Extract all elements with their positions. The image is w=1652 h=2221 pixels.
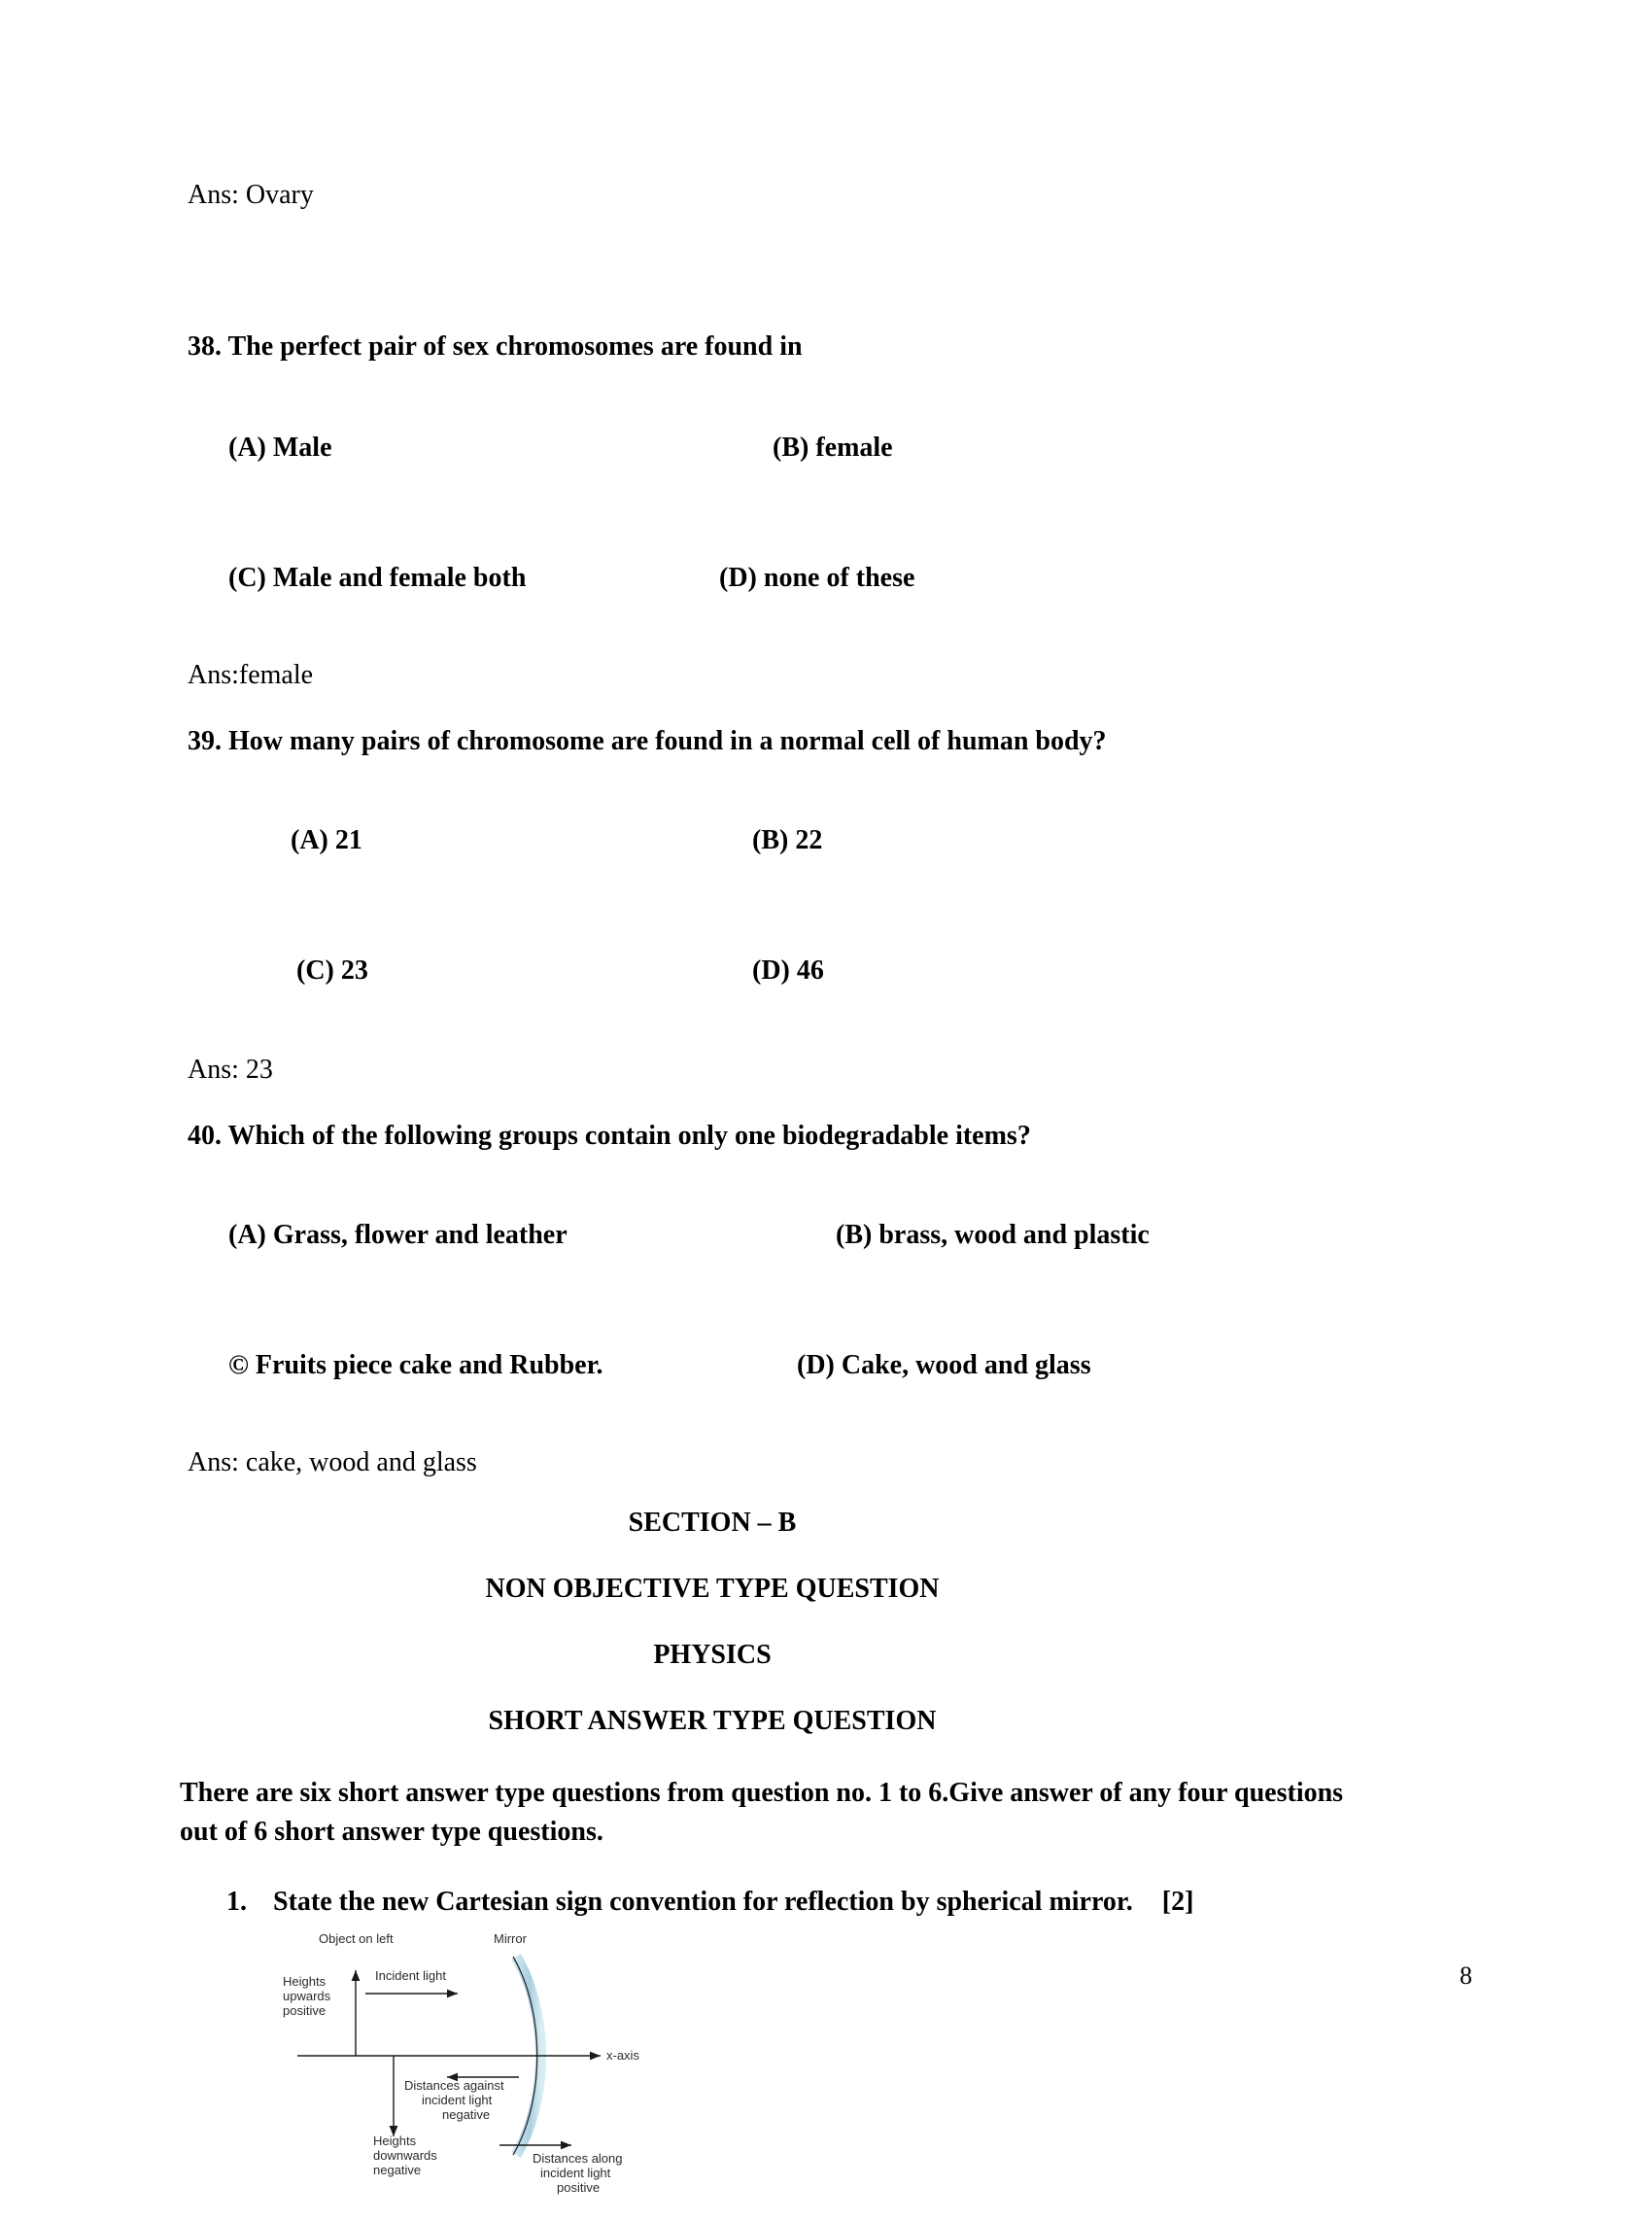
section-b-headings bbox=[188, 1508, 1237, 1737]
question-40-option-a[interactable]: (A) Grass, flower and leather bbox=[228, 1220, 568, 1250]
label-x-axis: x-axis bbox=[606, 2047, 639, 2063]
mirror-diagram-svg bbox=[280, 1929, 824, 2221]
question-39-answer: Ans: 23 bbox=[188, 1055, 273, 1085]
question-38-options-row-1 bbox=[188, 401, 1470, 495]
label-heights-upwards-line1: Heights bbox=[283, 1973, 327, 1989]
question-1-text: State the new Cartesian sign convention for reflection by spherical mirror. bbox=[273, 1886, 1133, 1917]
page-number: 8 bbox=[1460, 1961, 1472, 1990]
question-39-prompt: 39. How many pairs of chromosome are found in a normal cell of human body? bbox=[188, 726, 1107, 756]
label-heights-downwards-line1: Heights bbox=[373, 2133, 417, 2148]
label-distances-against-line2: incident light bbox=[422, 2092, 493, 2107]
question-39-options-row-2 bbox=[188, 924, 1470, 1018]
section-b-title: SECTION – B bbox=[628, 1508, 797, 1538]
label-distances-against-line3: negative bbox=[442, 2106, 491, 2122]
question-38-option-c[interactable]: (C) Male and female both bbox=[228, 563, 527, 593]
label-distances-along-line2: incident light bbox=[540, 2165, 611, 2180]
label-mirror: Mirror bbox=[494, 1930, 527, 1946]
question-40-prompt: 40. Which of the following groups contain only one biodegradable items? bbox=[188, 1121, 1031, 1151]
question-40-option-d[interactable]: (D) Cake, wood and glass bbox=[797, 1350, 1091, 1380]
question-1-row bbox=[226, 1887, 1470, 1918]
page-content bbox=[180, 180, 1470, 2221]
question-38-answer: Ans:female bbox=[188, 660, 314, 690]
question-40-options-row-2 bbox=[188, 1319, 1470, 1412]
label-heights-downwards-line3: negative bbox=[373, 2162, 422, 2177]
question-40-options-row-1 bbox=[188, 1189, 1470, 1282]
label-distances-against-line1: Distances against bbox=[404, 2077, 504, 2093]
question-39-option-a[interactable]: (A) 21 bbox=[291, 825, 362, 855]
question-38-option-a[interactable]: (A) Male bbox=[228, 433, 332, 463]
label-incident-light: Incident light bbox=[375, 1967, 446, 1983]
question-39-options-row-1 bbox=[188, 794, 1470, 887]
section-b-type-heading: SHORT ANSWER TYPE QUESTION bbox=[488, 1706, 937, 1736]
label-heights-downwards-line2: downwards bbox=[373, 2147, 437, 2163]
section-b-instruction: There are six short answer type questions from question no. 1 to 6.Give answer of any four questions out of 6 short answer type questions. bbox=[180, 1778, 1344, 1847]
answer-ovary: Ans: Ovary bbox=[188, 180, 314, 210]
section-b-subtitle: NON OBJECTIVE TYPE QUESTION bbox=[485, 1574, 940, 1604]
question-1-marks: [2] bbox=[1161, 1886, 1194, 1917]
question-40-answer: Ans: cake, wood and glass bbox=[188, 1447, 477, 1477]
question-38-option-d[interactable]: (D) none of these bbox=[719, 563, 915, 593]
question-38-option-b[interactable]: (B) female bbox=[773, 433, 893, 463]
question-40-option-b[interactable]: (B) brass, wood and plastic bbox=[836, 1220, 1150, 1250]
question-40-option-c[interactable]: © Fruits piece cake and Rubber. bbox=[228, 1350, 603, 1380]
label-distances-along-line1: Distances along bbox=[533, 2150, 623, 2166]
label-heights-upwards-line2: upwards bbox=[283, 1988, 331, 2003]
label-heights-upwards-line3: positive bbox=[283, 2002, 327, 2018]
label-object-on-left: Object on left bbox=[319, 1930, 394, 1946]
question-39-option-c[interactable]: (C) 23 bbox=[296, 955, 368, 986]
question-38-options-row-2 bbox=[188, 532, 1470, 625]
question-39-option-d[interactable]: (D) 46 bbox=[752, 955, 824, 986]
section-b-subject: PHYSICS bbox=[653, 1640, 772, 1670]
label-distances-along-line3: positive bbox=[557, 2179, 601, 2195]
cartesian-sign-convention-figure bbox=[280, 1929, 824, 2221]
question-38-prompt: 38. The perfect pair of sex chromosomes are found in bbox=[188, 331, 803, 362]
question-1-number: 1. bbox=[226, 1886, 247, 1917]
question-39-option-b[interactable]: (B) 22 bbox=[752, 825, 823, 855]
